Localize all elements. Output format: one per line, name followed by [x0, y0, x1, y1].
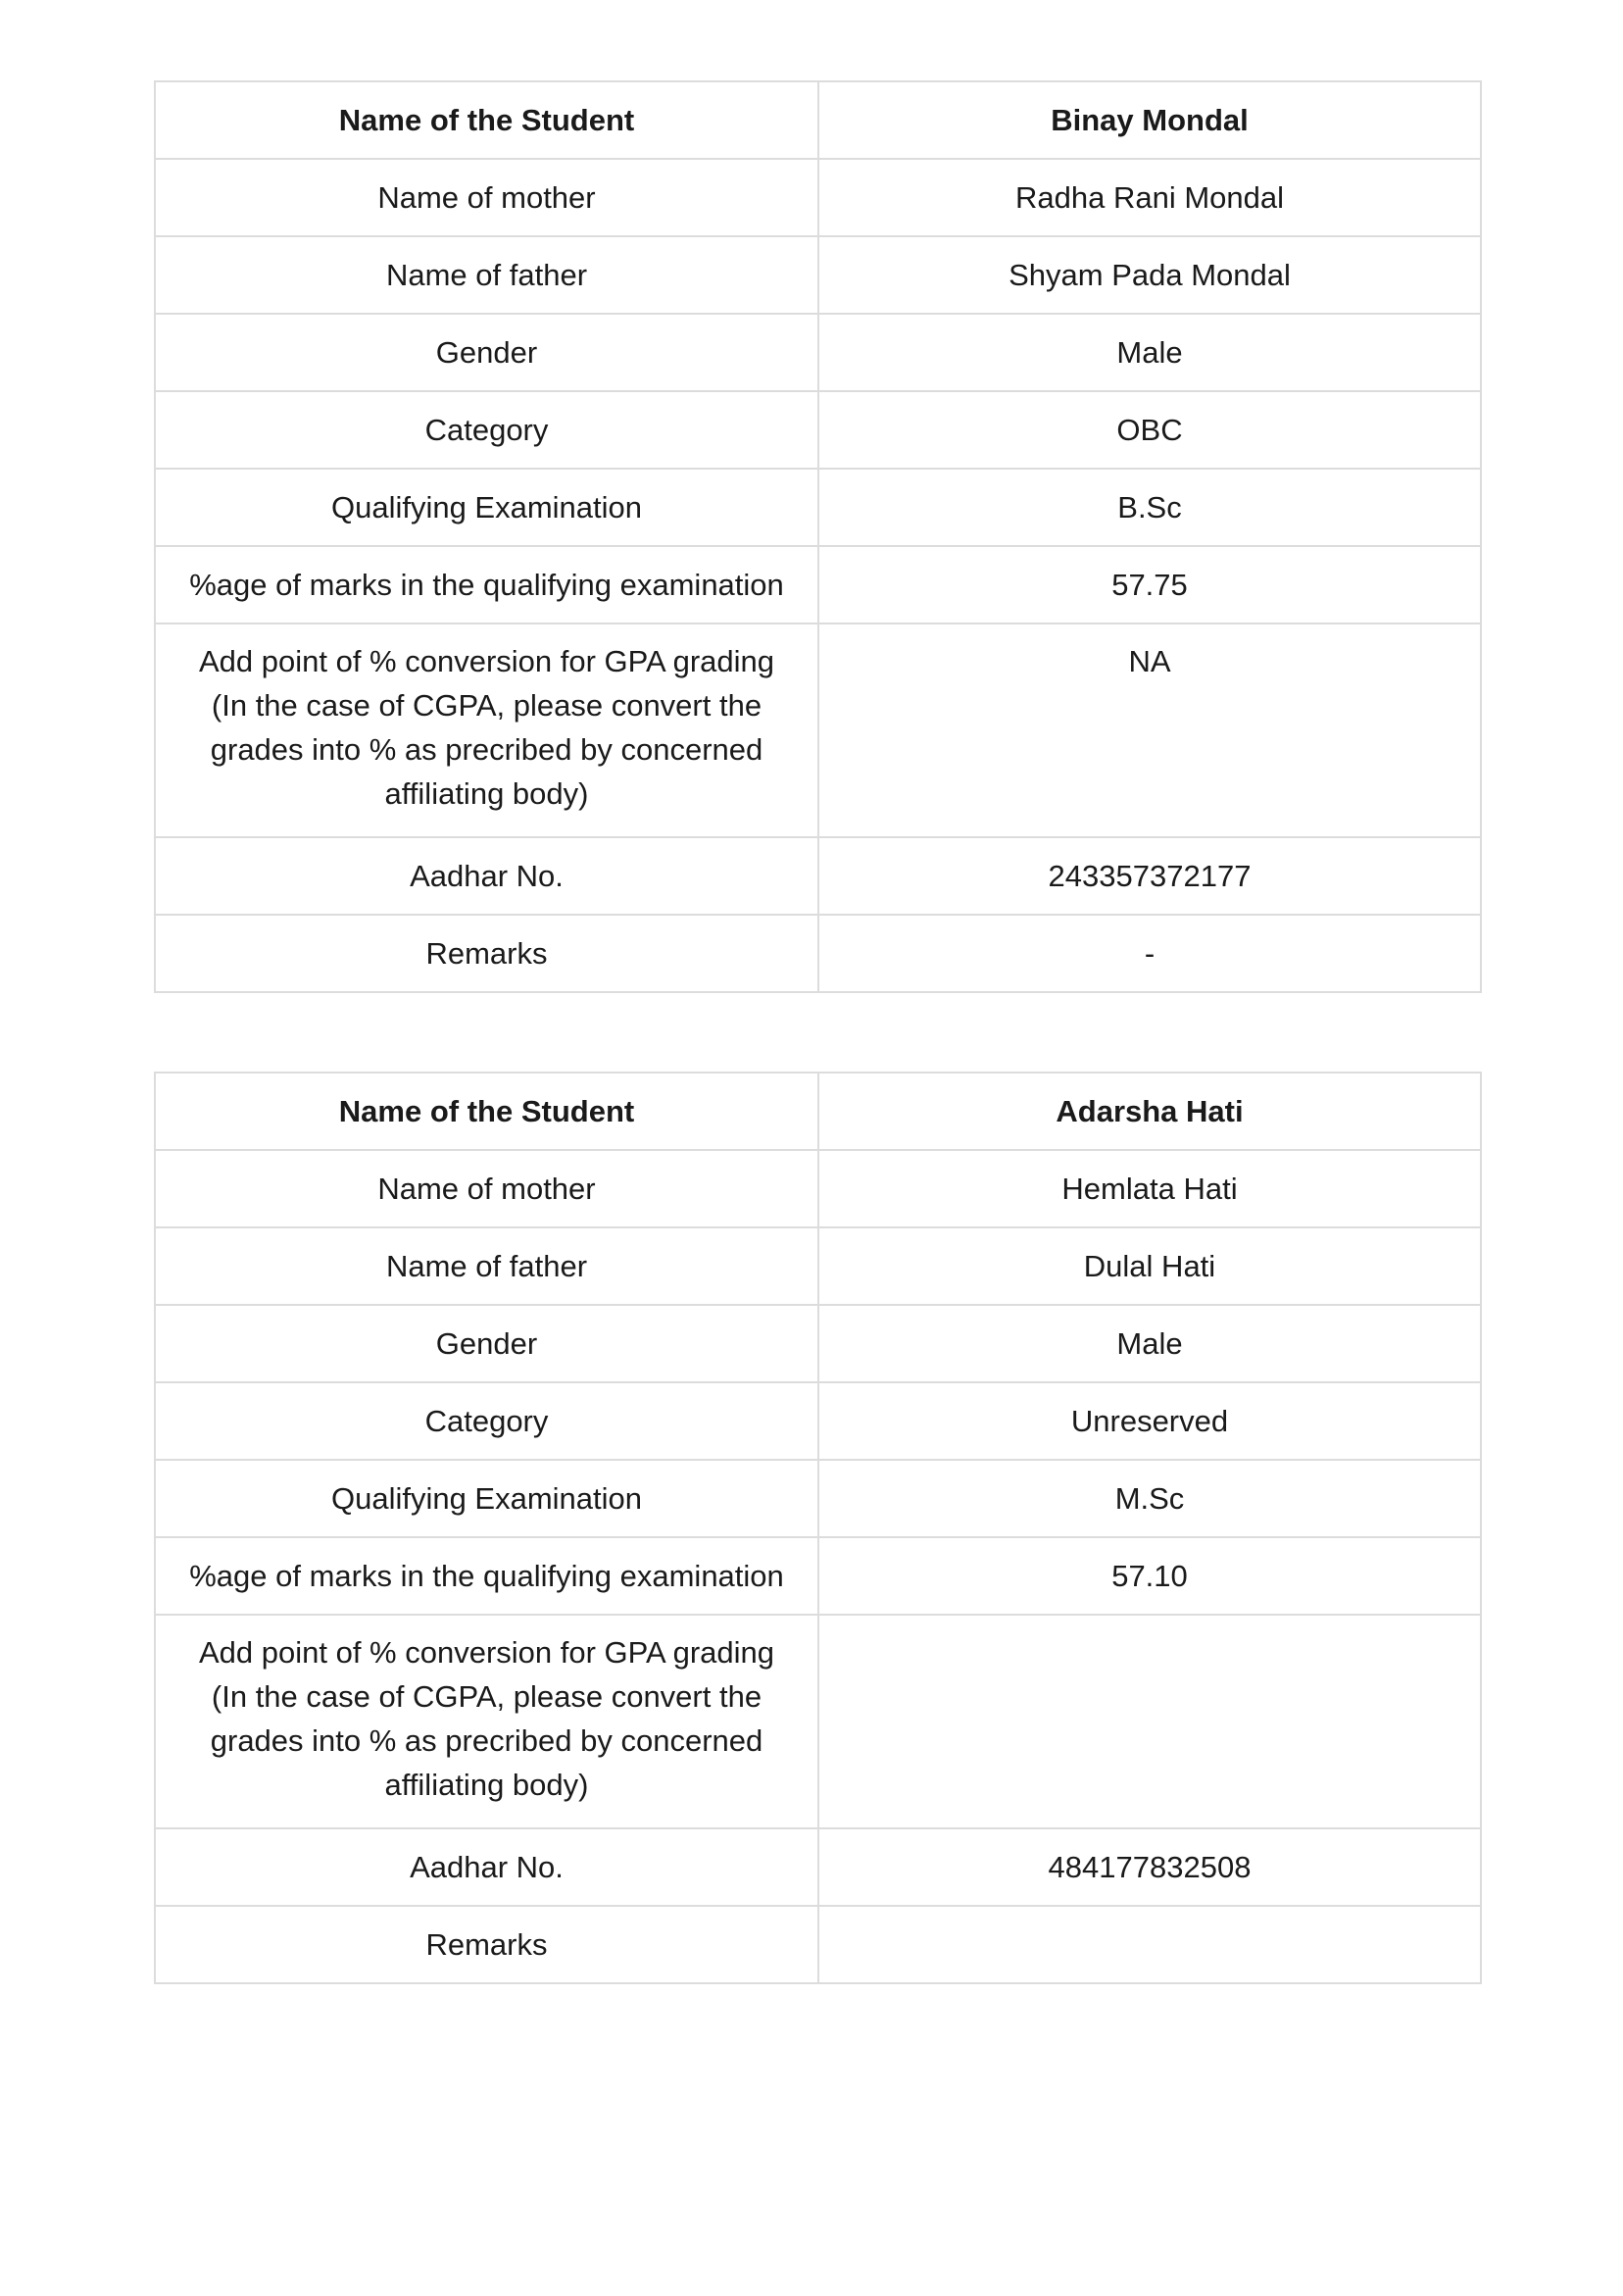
category-value: OBC — [818, 391, 1481, 469]
aadhar-label: Aadhar No. — [155, 1828, 818, 1906]
student-name-value: Adarsha Hati — [818, 1073, 1481, 1150]
percent-marks-label: %age of marks in the qualifying examination — [155, 546, 818, 624]
percent-marks-value: 57.10 — [818, 1537, 1481, 1615]
table-row — [155, 391, 1481, 469]
table-row — [155, 1150, 1481, 1227]
aadhar-label: Aadhar No. — [155, 837, 818, 915]
remarks-label: Remarks — [155, 1906, 818, 1983]
aadhar-value: 484177832508 — [818, 1828, 1481, 1906]
gender-label: Gender — [155, 314, 818, 391]
table-row — [155, 1615, 1481, 1828]
table-row — [155, 837, 1481, 915]
category-label: Category — [155, 391, 818, 469]
table-row — [155, 81, 1481, 159]
table-row — [155, 1906, 1481, 1983]
category-value: Unreserved — [818, 1382, 1481, 1460]
gpa-conversion-value — [818, 1615, 1481, 1828]
table-row — [155, 314, 1481, 391]
gender-value: Male — [818, 314, 1481, 391]
student-name-value: Binay Mondal — [818, 81, 1481, 159]
table-row — [155, 469, 1481, 546]
remarks-value: - — [818, 915, 1481, 992]
mother-value: Radha Rani Mondal — [818, 159, 1481, 236]
table-row — [155, 1073, 1481, 1150]
father-value: Dulal Hati — [818, 1227, 1481, 1305]
table-row — [155, 236, 1481, 314]
gpa-conversion-value: NA — [818, 624, 1481, 837]
table-row — [155, 1460, 1481, 1537]
gpa-conversion-label: Add point of % conversion for GPA grading (In the case of CGPA, please convert the grades into % as precribed by concerned affiliating body) — [155, 624, 818, 837]
remarks-label: Remarks — [155, 915, 818, 992]
father-label: Name of father — [155, 236, 818, 314]
remarks-value — [818, 1906, 1481, 1983]
qualifying-exam-value: M.Sc — [818, 1460, 1481, 1537]
percent-marks-value: 57.75 — [818, 546, 1481, 624]
table-row — [155, 1537, 1481, 1615]
table-row — [155, 915, 1481, 992]
mother-value: Hemlata Hati — [818, 1150, 1481, 1227]
qualifying-exam-label: Qualifying Examination — [155, 469, 818, 546]
mother-label: Name of mother — [155, 1150, 818, 1227]
student-name-label: Name of the Student — [155, 1073, 818, 1150]
student-name-label: Name of the Student — [155, 81, 818, 159]
qualifying-exam-label: Qualifying Examination — [155, 1460, 818, 1537]
percent-marks-label: %age of marks in the qualifying examination — [155, 1537, 818, 1615]
mother-label: Name of mother — [155, 159, 818, 236]
table-row — [155, 1305, 1481, 1382]
gpa-conversion-label: Add point of % conversion for GPA grading (In the case of CGPA, please convert the grades into % as precribed by concerned affiliating body) — [155, 1615, 818, 1828]
table-row — [155, 1382, 1481, 1460]
table-row — [155, 159, 1481, 236]
category-label: Category — [155, 1382, 818, 1460]
father-value: Shyam Pada Mondal — [818, 236, 1481, 314]
qualifying-exam-value: B.Sc — [818, 469, 1481, 546]
gender-value: Male — [818, 1305, 1481, 1382]
table-row — [155, 546, 1481, 624]
student-table — [154, 80, 1482, 993]
student-table — [154, 1072, 1482, 1984]
table-row — [155, 624, 1481, 837]
table-row — [155, 1828, 1481, 1906]
father-label: Name of father — [155, 1227, 818, 1305]
aadhar-value: 243357372177 — [818, 837, 1481, 915]
table-row — [155, 1227, 1481, 1305]
gender-label: Gender — [155, 1305, 818, 1382]
